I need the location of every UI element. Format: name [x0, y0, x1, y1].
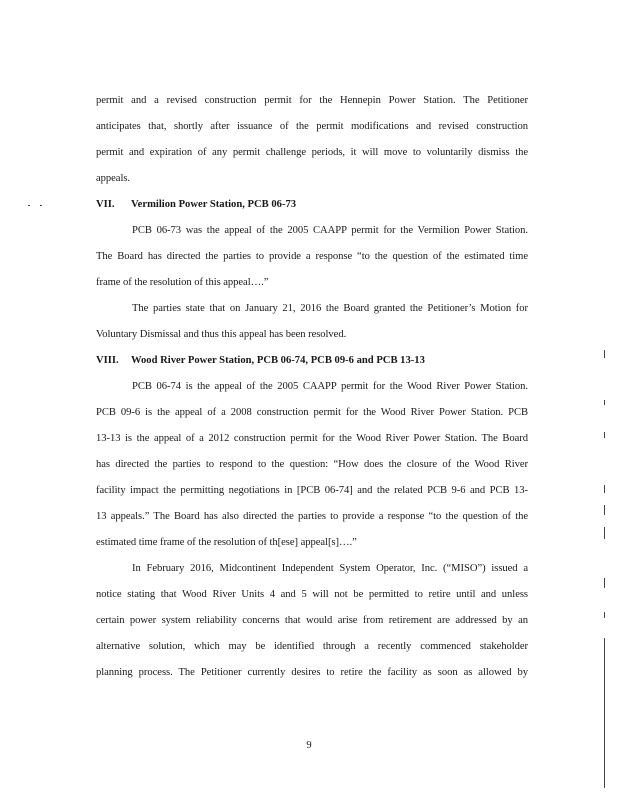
- scan-artifact: [604, 612, 605, 618]
- body-text-line: alternative solution, which may be identified through a recently commenced stakeholder: [96, 641, 528, 652]
- body-text-line: notice stating that Wood River Units 4 and 5 will not be permitted to retire until and unless: [96, 589, 528, 600]
- body-text-line: frame of the resolution of this appeal….”: [96, 277, 269, 288]
- section-heading: Vermilion Power Station, PCB 06-73: [131, 199, 297, 210]
- section-number: VII.: [96, 199, 115, 210]
- scan-artifact: [604, 527, 605, 539]
- page-number: 9: [306, 740, 312, 751]
- scan-artifact: [604, 638, 605, 788]
- scan-artifact: [40, 205, 42, 206]
- body-text-line: permit and a revised construction permit for the Hennepin Power Station. The Petitioner: [96, 95, 528, 106]
- body-text-line: permit and expiration of any permit challenge periods, it will move to voluntarily dismiss the: [96, 147, 528, 158]
- body-text-line: 13-13 is the appeal of a 2012 construction permit for the Wood River Power Station. The Board: [96, 433, 528, 444]
- body-text-line: The parties state that on January 21, 2016 the Board granted the Petitioner’s Motion for: [132, 303, 528, 314]
- body-text-line: estimated time frame of the resolution of th[ese] appeal[s]….”: [96, 537, 357, 548]
- body-text-line: PCB 09-6 is the appeal of a 2008 construction permit for the Wood River Power Station. PCB: [96, 407, 528, 418]
- body-text-line: appeals.: [96, 173, 131, 184]
- body-text-line: In February 2016, Midcontinent Independent System Operator, Inc. (“MISO”) issued a: [132, 563, 528, 574]
- body-text-line: Voluntary Dismissal and thus this appeal has been resolved.: [96, 329, 347, 340]
- scan-artifact: [604, 578, 605, 588]
- section-number: VIII.: [96, 355, 119, 366]
- section-heading: Wood River Power Station, PCB 06-74, PCB 09-6 and PCB 13-13: [131, 355, 425, 366]
- scan-artifact: [604, 485, 605, 493]
- body-text-line: PCB 06-73 was the appeal of the 2005 CAAPP permit for the Vermilion Power Station.: [132, 225, 528, 236]
- body-text-line: The Board has directed the parties to provide a response “to the question of the estimated time: [96, 251, 528, 262]
- body-text-line: has directed the parties to respond to the question: “How does the closure of the Wood River: [96, 459, 528, 470]
- body-text-line: facility impact the permitting negotiations in [PCB 06-74] and the related PCB 9-6 and PCB 13-: [96, 485, 528, 496]
- body-text-line: anticipates that, shortly after issuance of the permit modifications and revised construction: [96, 121, 528, 132]
- scan-artifact: [604, 350, 605, 358]
- scan-artifact: [28, 205, 30, 206]
- body-text-line: certain power system reliability concerns that would arise from retirement are addressed by an: [96, 615, 528, 626]
- body-text-line: planning process. The Petitioner currently desires to retire the facility as soon as allowed by: [96, 667, 528, 678]
- body-text-line: PCB 06-74 is the appeal of the 2005 CAAPP permit for the Wood River Power Station.: [132, 381, 528, 392]
- scan-artifact: [604, 505, 605, 515]
- scan-artifact: [604, 400, 605, 405]
- scan-artifact: [604, 432, 605, 438]
- body-text-line: 13 appeals.” The Board has also directed the parties to provide a response “to the question of the: [96, 511, 528, 522]
